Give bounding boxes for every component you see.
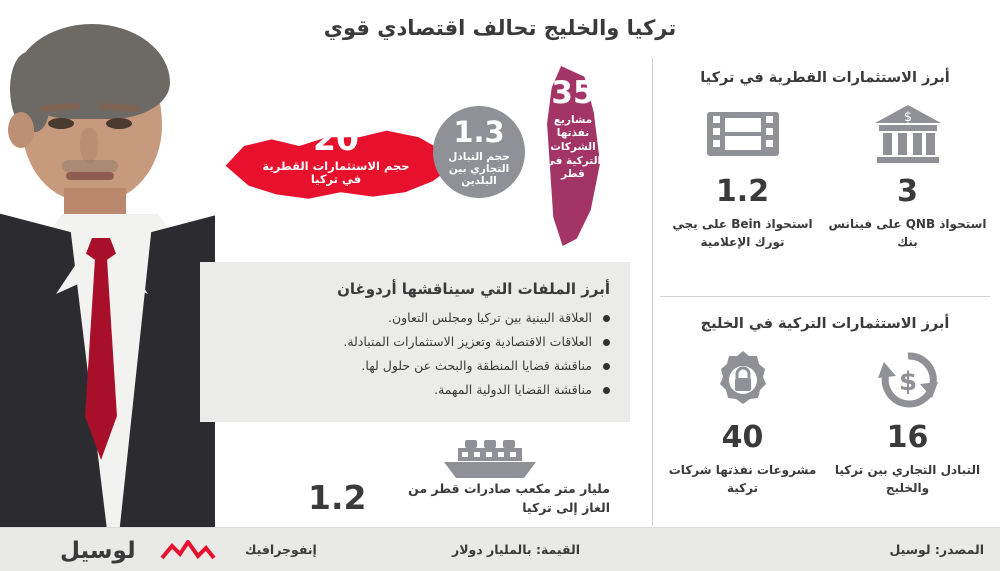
panel-item-number: 3 bbox=[897, 174, 918, 209]
portrait-eye-left bbox=[48, 118, 74, 129]
panel-item-caption: التبادل التجاري بين تركيا والخليج bbox=[834, 463, 981, 495]
files-list bbox=[216, 310, 610, 406]
panel-item-qnb bbox=[825, 96, 990, 251]
panel-item-number: 40 bbox=[721, 420, 764, 455]
portrait-photo bbox=[0, 0, 215, 540]
stat-number: 35 bbox=[551, 75, 595, 111]
panel-title: أبرز الاستثمارات التركية في الخليج bbox=[700, 316, 950, 332]
gear-lock-icon bbox=[660, 342, 825, 418]
stat-label: حجم التبادل التجاري بين البلدين bbox=[448, 151, 510, 188]
svg-text:$: $ bbox=[903, 110, 912, 125]
vertical-divider bbox=[652, 58, 653, 526]
panel-item-caption: استحواذ QNB على فينانس بنك bbox=[828, 217, 987, 249]
stat-turkish-projects-qatar bbox=[537, 76, 609, 182]
panel-item-caption: استحواذ Bein على يجي تورك الإعلامية bbox=[672, 217, 813, 249]
footer-value-note: القيمة: بالمليار دولار bbox=[452, 542, 580, 557]
gas-exports-block bbox=[300, 432, 610, 522]
horizontal-divider bbox=[660, 296, 990, 297]
list-item: مناقشة القضايا الدولية المهمة. bbox=[216, 382, 610, 397]
brand-logo-icon bbox=[160, 540, 216, 562]
list-item: العلاقة البينية بين تركيا ومجلس التعاون. bbox=[216, 310, 610, 325]
footer-bar bbox=[0, 527, 1000, 571]
stat-qatari-investments-turkey bbox=[261, 120, 411, 186]
dollar-cycle-icon bbox=[825, 342, 990, 418]
panel-title: أبرز الاستثمارات القطرية في تركيا bbox=[700, 70, 950, 86]
film-strip-icon bbox=[660, 96, 825, 172]
stat-trade-volume bbox=[435, 116, 523, 188]
panel-item-number: 16 bbox=[886, 420, 929, 455]
discussion-files-box bbox=[200, 262, 630, 422]
portrait-mouth bbox=[66, 172, 114, 180]
ship-icon bbox=[438, 432, 542, 480]
gas-exports-caption: مليار متر مكعب صادرات قطر من الغاز إلى تركيا bbox=[408, 481, 610, 515]
portrait-ear bbox=[8, 112, 34, 148]
svg-text:$: $ bbox=[898, 367, 917, 397]
panel-turkish-investments bbox=[660, 316, 990, 497]
portrait-nose bbox=[80, 128, 98, 164]
panel-qatari-investments bbox=[660, 70, 990, 251]
panel-item-projects bbox=[660, 342, 825, 497]
footer-infographic-label: إنفوجرافيك bbox=[245, 542, 317, 557]
bank-icon bbox=[825, 96, 990, 172]
stat-label: حجم الاستثمارات القطرية في تركيا bbox=[262, 158, 410, 187]
footer-source: المصدر: لوسيل bbox=[889, 542, 984, 557]
brand-name: لوسيل bbox=[60, 538, 136, 564]
portrait-moustache bbox=[62, 160, 118, 172]
panel-item-trade bbox=[825, 342, 990, 497]
panel-item-caption: مشروعات نفذتها شركات تركية bbox=[668, 463, 817, 495]
stat-number: 20 bbox=[313, 119, 359, 158]
panel-item-bein bbox=[660, 96, 825, 251]
panel-item-number: 1.2 bbox=[715, 174, 770, 209]
gas-exports-number: 1.2 bbox=[308, 478, 367, 517]
map-statistics-area bbox=[215, 58, 645, 258]
page-title: تركيا والخليج تحالف اقتصادي قوي bbox=[323, 16, 677, 40]
stat-label: مشاريع نفذتها الشركات التركية في قطر bbox=[544, 113, 602, 181]
list-item: العلاقات الاقتصادية وتعزيز الاستثمارات المتبادلة. bbox=[216, 334, 610, 349]
list-item: مناقشة قضايا المنطقة والبحث عن حلول لها. bbox=[216, 358, 610, 373]
stat-number: 1.3 bbox=[453, 115, 505, 149]
portrait-eye-right bbox=[106, 118, 132, 129]
files-title: أبرز الملفات التي سيناقشها أردوغان bbox=[337, 280, 610, 298]
